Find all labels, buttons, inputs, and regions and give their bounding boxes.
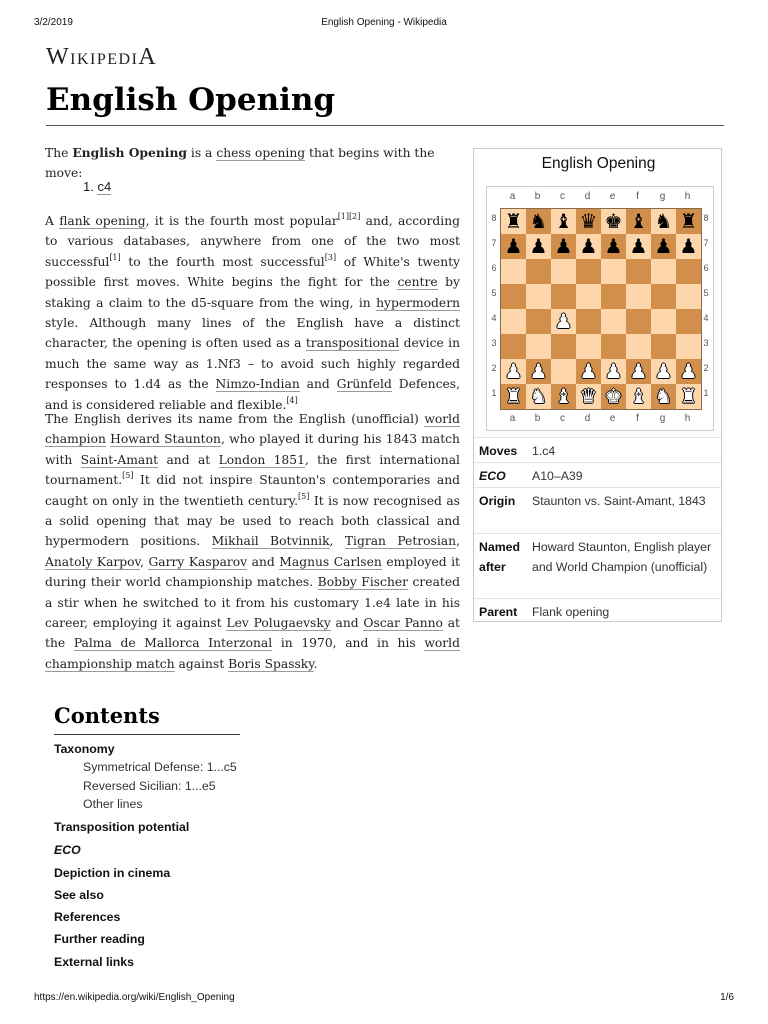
square-h3[interactable] (676, 334, 701, 359)
square-e7[interactable] (601, 234, 626, 259)
square-b4[interactable] (526, 309, 551, 334)
square-b1[interactable] (526, 384, 551, 409)
square-e8[interactable] (601, 209, 626, 234)
black-pawn-icon[interactable]: ♟ (679, 234, 698, 258)
square-g8[interactable] (651, 209, 676, 234)
square-h7[interactable] (676, 234, 701, 259)
infobox-row (474, 533, 721, 599)
ref-4[interactable]: [4] (286, 395, 298, 405)
file-label-e: e (609, 191, 616, 202)
title-divider (46, 125, 724, 126)
infobox-label: Parent (479, 605, 518, 619)
rank-label-1: 1 (491, 388, 497, 398)
link-bobby-fischer[interactable]: Bobby Fischer (317, 575, 409, 590)
black-pawn-icon[interactable]: ♟ (579, 234, 598, 258)
square-b5[interactable] (526, 284, 551, 309)
infobox-value[interactable]: 1.c4 (532, 444, 556, 458)
link-grunfeld[interactable]: Grünfeld (336, 377, 392, 392)
link-boris-spassky[interactable]: Boris Spassky (228, 656, 314, 671)
moves-list: 1. c4 (83, 179, 112, 194)
white-pawn-icon[interactable]: ♟ (529, 359, 548, 383)
square-f1[interactable] (626, 384, 651, 409)
ref-1[interactable]: [1] (337, 212, 350, 221)
white-bishop-icon[interactable]: ♝ (629, 384, 648, 408)
square-d5[interactable] (576, 284, 601, 309)
link-nimzo-indian[interactable]: Nimzo-Indian (215, 377, 300, 392)
rank-label-8: 8 (491, 213, 497, 223)
square-b3[interactable] (526, 334, 551, 359)
file-label-h: h (684, 191, 691, 202)
square-a6[interactable] (501, 259, 526, 284)
white-pawn-icon[interactable]: ♟ (679, 359, 698, 383)
file-label-g: g (659, 191, 666, 202)
black-pawn-icon[interactable]: ♟ (554, 234, 573, 258)
toc-item-depiction-in-cinema[interactable]: Depiction in cinema (54, 866, 171, 880)
black-bishop-icon[interactable]: ♝ (554, 209, 573, 233)
infobox-label: Moves (479, 444, 518, 458)
rank-label-3: 3 (703, 338, 709, 348)
link-chess-opening[interactable]: chess opening (216, 146, 306, 160)
infobox-label: Named after (479, 540, 521, 574)
square-a7[interactable] (501, 234, 526, 259)
infobox-value[interactable]: Flank opening (532, 605, 610, 619)
paragraph-history: The English derives its name from the English (unofficial) world champion Howard Staunton, who played it during his 1843 match with Saint-Amant and at London 1851, the first international tournament.[5] It did not inspire Staunton's contemporaries and caught on only in the twentieth century.[5] It is now recognised as a solid opening that may be used to reach both classical and hypermodern positions. Mikhail Botvinnik, Tigran Petrosian, Anatoly Karpov, Garry Kasparov and Magnus Carlsen employed it during their world championship matches. Bobby Fischer created a stir when he switched to it from his customary 1.e4 late in his career, employing it against Lev Polugaevsky and Oscar Panno at the Palma de Mallorca Interzonal in 1970, and in his world championship match against Boris Spassky. (45, 412, 460, 671)
link-world-champion[interactable]: world champion (45, 412, 460, 447)
link-hypermodern[interactable]: hypermodern (376, 295, 460, 310)
white-rook-icon[interactable]: ♜ (504, 384, 523, 408)
link-c4[interactable]: c4 (97, 179, 112, 194)
square-d4[interactable] (576, 309, 601, 334)
toc-item-taxonomy[interactable]: Taxonomy (54, 742, 115, 756)
black-knight-icon[interactable]: ♞ (529, 209, 548, 233)
square-d7[interactable] (576, 234, 601, 259)
infobox-value[interactable]: Staunton vs. Saint-Amant, 1843 (532, 494, 706, 508)
square-g1[interactable] (651, 384, 676, 409)
file-label-b: b (534, 191, 541, 202)
infobox-title: English Opening (541, 155, 656, 172)
rank-label-7: 7 (491, 238, 497, 248)
square-e5[interactable] (601, 284, 626, 309)
square-a4[interactable] (501, 309, 526, 334)
square-h1[interactable] (676, 384, 701, 409)
toc-item-transposition-potential[interactable]: Transposition potential (54, 820, 190, 834)
square-h2[interactable] (676, 359, 701, 384)
link-garry-kasparov[interactable]: Garry Kasparov (148, 554, 248, 569)
ref-5[interactable]: [5] (298, 491, 310, 501)
square-c4[interactable] (551, 309, 576, 334)
link-tigran-petrosian[interactable]: Tigran Petrosian (344, 534, 457, 549)
link-magnus-carlsen[interactable]: Magnus Carlsen (279, 554, 382, 569)
link-lev-polugaevsky[interactable]: Lev Polugaevsky (226, 616, 331, 631)
infobox-row (474, 437, 721, 463)
print-url: https://en.wikipedia.org/wiki/English_Opening (34, 992, 235, 1003)
rank-label-8: 8 (703, 213, 709, 223)
square-a8[interactable] (501, 209, 526, 234)
toc-item-further-reading[interactable]: Further reading (54, 932, 145, 946)
link-anatoly-karpov[interactable]: Anatoly Karpov (45, 554, 141, 569)
square-e3[interactable] (601, 334, 626, 359)
rank-label-6: 6 (491, 263, 497, 273)
white-bishop-icon[interactable]: ♝ (554, 384, 573, 408)
black-bishop-icon[interactable]: ♝ (629, 209, 648, 233)
file-label-g: g (659, 413, 666, 424)
infobox-row (474, 598, 721, 623)
square-g2[interactable] (651, 359, 676, 384)
file-label-e: e (609, 413, 616, 424)
file-label-d: d (584, 413, 591, 424)
wikipedia-wordmark[interactable]: WIKIPEDIA (46, 44, 158, 70)
toc-subitem[interactable]: Reversed Sicilian: 1...e5 (83, 779, 216, 793)
black-rook-icon[interactable]: ♜ (504, 209, 523, 233)
black-king-icon[interactable]: ♚ (604, 209, 623, 233)
infobox-label: ECO (479, 469, 506, 483)
toc-item-eco[interactable]: ECO (54, 843, 81, 857)
toc-item-see-also[interactable]: See also (54, 888, 104, 902)
black-pawn-icon[interactable]: ♟ (629, 234, 648, 258)
square-f5[interactable] (626, 284, 651, 309)
white-rook-icon[interactable]: ♜ (679, 384, 698, 408)
link-world-championship-match[interactable]: world championship match (45, 636, 460, 671)
page-number: 1/6 (720, 992, 734, 1003)
square-a3[interactable] (501, 334, 526, 359)
white-pawn-icon[interactable]: ♟ (604, 359, 623, 383)
white-pawn-icon[interactable]: ♟ (629, 359, 648, 383)
square-f6[interactable] (626, 259, 651, 284)
square-f7[interactable] (626, 234, 651, 259)
file-label-f: f (636, 413, 639, 424)
paragraph-overview: A flank opening, it is the fourth most popular[1][2] and, according to various databases, anywhere from one of the two most successful[1] to the fourth most successful[3] of White's twenty possible first moves. White begins the fight for the centre by staking a claim to the d5-square from the wing, in hypermodern style. Although many lines of the English have a distinct character, the opening is often used as a transpositional device in much the same way as 1.Nf3 – to avoid such highly regarded responses to 1.d4 as the Nimzo-Indian and Grünfeld Defences, and is considered reliable and flexible.[4] (45, 212, 460, 412)
link-mikhail-botvinnik[interactable]: Mikhail Botvinnik (211, 534, 330, 549)
rank-label-2: 2 (703, 363, 709, 373)
file-label-c: c (560, 191, 565, 202)
rank-label-4: 4 (703, 313, 709, 323)
infobox-row (474, 462, 721, 488)
page-title: English Opening (46, 82, 336, 118)
file-label-a: a (509, 191, 516, 202)
infobox-value[interactable]: Howard Staunton, English player and World Champion (unofficial) (532, 540, 712, 574)
toc-item-external-links[interactable]: External links (54, 955, 134, 969)
rank-label-4: 4 (491, 313, 497, 323)
rank-label-3: 3 (491, 338, 497, 348)
link-london-1851[interactable]: London 1851 (218, 452, 305, 467)
square-d1[interactable] (576, 384, 601, 409)
lead-sentence: The English Opening is a chess opening that begins with the move: (45, 145, 435, 181)
chess-board[interactable] (500, 208, 702, 410)
square-e6[interactable] (601, 259, 626, 284)
square-d6[interactable] (576, 259, 601, 284)
square-g5[interactable] (651, 284, 676, 309)
square-f3[interactable] (626, 334, 651, 359)
square-e2[interactable] (601, 359, 626, 384)
square-a2[interactable] (501, 359, 526, 384)
contents-divider (54, 734, 240, 735)
square-c8[interactable] (551, 209, 576, 234)
file-label-a: a (509, 413, 516, 424)
toc-subitem[interactable]: Other lines (83, 797, 143, 811)
ref-2[interactable]: [2] (349, 212, 361, 221)
white-king-icon[interactable]: ♚ (604, 384, 623, 408)
square-f2[interactable] (626, 359, 651, 384)
toc-item-references[interactable]: References (54, 910, 121, 924)
rank-label-1: 1 (703, 388, 709, 398)
square-h4[interactable] (676, 309, 701, 334)
toc-subitem[interactable]: Symmetrical Defense: 1...c5 (83, 760, 237, 774)
square-a1[interactable] (501, 384, 526, 409)
ref-1[interactable]: [1] (109, 252, 121, 262)
ref-5[interactable]: [5] (122, 471, 134, 481)
square-e1[interactable] (601, 384, 626, 409)
square-f8[interactable] (626, 209, 651, 234)
square-d8[interactable] (576, 209, 601, 234)
square-b7[interactable] (526, 234, 551, 259)
file-label-h: h (684, 413, 691, 424)
rank-label-5: 5 (703, 288, 709, 298)
infobox-label: Origin (479, 494, 516, 508)
square-e4[interactable] (601, 309, 626, 334)
print-date: 3/2/2019 (34, 17, 73, 28)
rank-label-6: 6 (703, 263, 709, 273)
black-queen-icon[interactable]: ♛ (579, 209, 598, 233)
square-g7[interactable] (651, 234, 676, 259)
square-g4[interactable] (651, 309, 676, 334)
square-h6[interactable] (676, 259, 701, 284)
black-knight-icon[interactable]: ♞ (654, 209, 673, 233)
square-b8[interactable] (526, 209, 551, 234)
black-pawn-icon[interactable]: ♟ (654, 234, 673, 258)
square-c1[interactable] (551, 384, 576, 409)
white-knight-icon[interactable]: ♞ (529, 384, 548, 408)
square-f4[interactable] (626, 309, 651, 334)
square-c5[interactable] (551, 284, 576, 309)
black-pawn-icon[interactable]: ♟ (604, 234, 623, 258)
rank-label-2: 2 (491, 363, 497, 373)
link-flank-opening[interactable]: flank opening (59, 214, 146, 228)
infobox-value[interactable]: A10–A39 (532, 469, 583, 483)
link-howard-staunton[interactable]: Howard Staunton (110, 432, 221, 447)
square-c7[interactable] (551, 234, 576, 259)
file-label-d: d (584, 191, 591, 202)
file-label-f: f (636, 191, 639, 202)
square-h8[interactable] (676, 209, 701, 234)
infobox-row (474, 487, 721, 534)
square-c2[interactable] (551, 359, 576, 384)
black-rook-icon[interactable]: ♜ (679, 209, 698, 233)
white-knight-icon[interactable]: ♞ (654, 384, 673, 408)
white-pawn-icon[interactable]: ♟ (504, 359, 523, 383)
square-b2[interactable] (526, 359, 551, 384)
square-a5[interactable] (501, 284, 526, 309)
ref-3[interactable]: [3] (324, 252, 337, 262)
square-c3[interactable] (551, 334, 576, 359)
white-queen-icon[interactable]: ♛ (579, 384, 598, 408)
white-pawn-icon[interactable]: ♟ (579, 359, 598, 383)
black-pawn-icon[interactable]: ♟ (529, 234, 548, 258)
print-title: English Opening - Wikipedia (321, 17, 447, 28)
square-g3[interactable] (651, 334, 676, 359)
white-pawn-icon[interactable]: ♟ (654, 359, 673, 383)
square-c6[interactable] (551, 259, 576, 284)
link-palma-interzonal[interactable]: Palma de Mallorca Interzonal (73, 636, 273, 651)
square-g6[interactable] (651, 259, 676, 284)
link-transpositional[interactable]: transpositional (305, 336, 400, 351)
link-oscar-panno[interactable]: Oscar Panno (363, 616, 443, 631)
rank-label-5: 5 (491, 288, 497, 298)
link-saint-amant[interactable]: Saint-Amant (80, 452, 159, 467)
square-d3[interactable] (576, 334, 601, 359)
square-h5[interactable] (676, 284, 701, 309)
square-b6[interactable] (526, 259, 551, 284)
black-pawn-icon[interactable]: ♟ (504, 234, 523, 258)
rank-label-7: 7 (703, 238, 709, 248)
white-pawn-icon[interactable]: ♟ (554, 309, 573, 333)
square-d2[interactable] (576, 359, 601, 384)
file-label-b: b (534, 413, 541, 424)
file-label-c: c (560, 413, 565, 424)
link-centre[interactable]: centre (397, 275, 438, 290)
contents-heading: Contents (54, 703, 160, 728)
